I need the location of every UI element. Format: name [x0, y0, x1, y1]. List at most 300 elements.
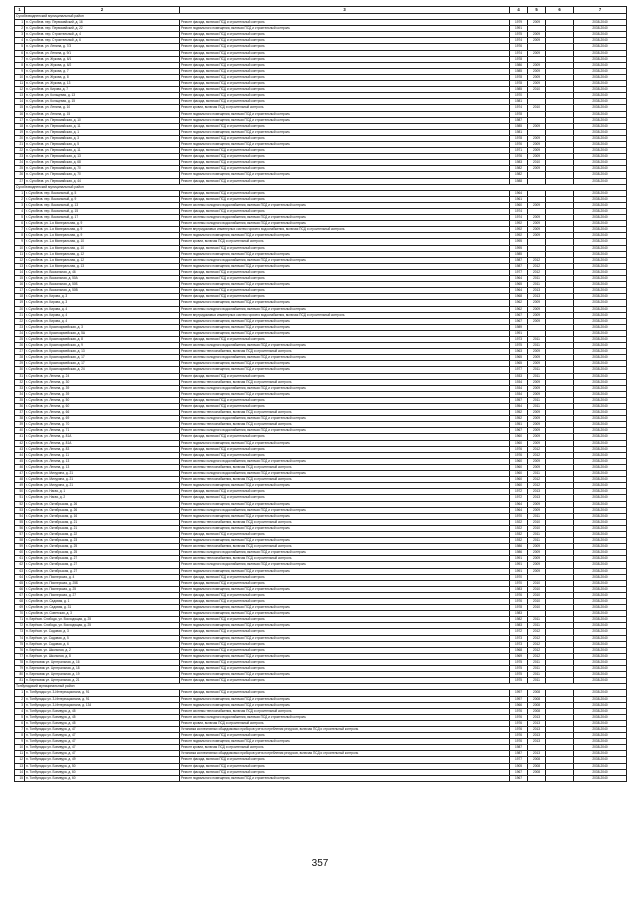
row-number-cell: 33 [15, 385, 25, 391]
year-last-repair-cell: 2009 [528, 221, 546, 227]
planned-period-cell: 2038-2040 [574, 769, 627, 775]
row-number-cell: 35 [15, 397, 25, 403]
year-built-cell: 1983 [510, 611, 528, 617]
planned-period-cell: 2038-2040 [574, 300, 627, 306]
year-built-cell: 1967 [510, 318, 528, 324]
work-type-cell: Ремонт фасада, включая ПСД и строительный контроль [180, 20, 510, 26]
row-number-cell: 53 [15, 507, 25, 513]
address-cell: г. Сухобезв. ул. Ленина, д. 81А [25, 440, 180, 446]
year-built-cell: 1987 [510, 117, 528, 123]
row-number-cell: 51 [15, 495, 25, 501]
planned-period-cell: 2038-2040 [574, 483, 627, 489]
work-type-cell: Ремонт фасада, включая ПСД и строительный контроль [180, 99, 510, 105]
address-cell: г. Сухобезв. ул. Мичурина, д. 21 [25, 477, 180, 483]
year-built-cell: 1987 [510, 257, 528, 263]
planned-period-cell: 2038-2040 [574, 739, 627, 745]
planned-period-cell: 2038-2040 [574, 135, 627, 141]
year-last-repair-cell: 2009 [528, 550, 546, 556]
year-last-repair-cell: 2009 [528, 300, 546, 306]
work-type-cell: Ремонт подвального помещения, включая ПСД и строительный контроль [180, 525, 510, 531]
work-type-cell: Установка коллективных общедомовых приборов учета потребления ресурсов, включая ПСД и строительный контроль [180, 751, 510, 757]
year-last-repair-cell: 2009 [528, 422, 546, 428]
row-number-cell: 71 [15, 617, 25, 623]
row-number-cell: 5 [15, 714, 25, 720]
address-cell: г. Сухобезв. ул. Пионерская, д. 27 [25, 592, 180, 598]
row-number-cell: 8 [15, 733, 25, 739]
planned-period-cell: 2038-2040 [574, 276, 627, 282]
work-type-cell: Ремонт системы холодного водоснабжения, включая ПСД и строительный контроль [180, 306, 510, 312]
work-type-cell: Ремонт фасада, включая ПСД и строительный контроль [180, 56, 510, 62]
address-cell: п. Сухобезв. ул. Жукова, д. 7 [25, 68, 180, 74]
address-cell: г. Сухобезв. ул. Советская, д. 3 [25, 611, 180, 617]
work-type-cell: Ремонт фасада, включая ПСД и строительный контроль [180, 666, 510, 672]
year-built-cell: 1960 [510, 471, 528, 477]
address-cell: г. Сухобезв. ул. 1-я Минеральная, д. 10 [25, 245, 180, 251]
address-cell: п. Сухобезв. ул. Первомайская, д. 68 [25, 160, 180, 166]
planned-period-cell: 2038-2040 [574, 123, 627, 129]
year-built-cell: 1975 [510, 343, 528, 349]
year-last-repair-cell: 2010 [528, 160, 546, 166]
address-cell: г. Сухобезв. ул. 1-я Минеральная, д. 13 [25, 263, 180, 269]
planned-period-cell: 2038-2040 [574, 720, 627, 726]
address-cell: г. Сухобезв. ул. Ленина, д. 83 [25, 446, 180, 452]
row-number-cell: 10 [15, 74, 25, 80]
row-number-cell: 25 [15, 336, 25, 342]
year-last-repair-cell: 2009 [528, 38, 546, 44]
row-number-cell: 37 [15, 410, 25, 416]
work-type-cell: Ремонт подвального помещения, включая ПСД и строительный контроль [180, 233, 510, 239]
work-type-cell: Ремонт фасада, включая ПСД и строительный контроль [180, 50, 510, 56]
year-built-cell: 1992 [510, 233, 528, 239]
year-built-cell: 1970 [510, 580, 528, 586]
year-last-repair-cell: 2011 [528, 282, 546, 288]
address-cell: п. Тонбунадск ул. Бонивура, д. 45 [25, 708, 180, 714]
work-type-cell: Ремонт системы холодного водоснабжения, включая ПСД и строительный контроль [180, 215, 510, 221]
work-type-cell: Ремонт системы холодного водоснабжения, включая ПСД и строительный контроль [180, 458, 510, 464]
work-type-cell: Ремонт подвального помещения, включая ПСД и строительный контроль [180, 26, 510, 32]
work-type-cell: Ремонт подвального помещения, включая ПСД и строительный контроль [180, 568, 510, 574]
row-number-cell: 20 [15, 306, 25, 312]
work-type-cell: Ремонт фасада, включая ПСД и строительный контроль [180, 659, 510, 665]
header-cell: 6 [546, 7, 574, 14]
planned-period-cell: 2038-2040 [574, 599, 627, 605]
work-type-cell: Ремонт подвального помещения, включая ПСД и строительный контроль [180, 361, 510, 367]
row-number-cell: 19 [15, 300, 25, 306]
address-cell: г. Сухобезв. ул. Октябрьская, д. 25 [25, 544, 180, 550]
address-cell: г. Сухобезв. ул. Октябрьская, д. 23 [25, 538, 180, 544]
address-cell: г. Сухобезв. ул. Вокзальная, д. 50А [25, 276, 180, 282]
address-cell: г. Сухобезв. ул. Красноармейская, д. 5А [25, 330, 180, 336]
address-cell: г. Сухобезв. ул. Красноармейская, д. 9 [25, 343, 180, 349]
address-cell: п. Берёзов. ул. Садовая, д. 5 [25, 635, 180, 641]
address-cell: г. Сухобезв. ул. Октябрьская, д. 26 [25, 501, 180, 507]
year-built-cell: 1968 [510, 647, 528, 653]
year-last-repair-cell: 2009 [528, 32, 546, 38]
year-last-repair-cell: 2011 [528, 343, 546, 349]
year-last-repair-cell: 2009 [528, 68, 546, 74]
year-last-repair-cell: 2010 [528, 586, 546, 592]
year-built-cell: 1981 [510, 129, 528, 135]
planned-period-cell: 2038-2040 [574, 586, 627, 592]
address-cell: г. Сухобезв. ул. Ленина, д. 50 [25, 397, 180, 403]
year-last-repair-cell: 2011 [528, 336, 546, 342]
year-built-cell: 1973 [510, 641, 528, 647]
work-type-cell: Ремонт системы холодного водоснабжения, включая ПСД и строительный контроль [180, 355, 510, 361]
row-number-cell: 40 [15, 428, 25, 434]
address-cell: г. Сухобезв. ул. Кирова, д. 3 [25, 300, 180, 306]
planned-period-cell: 2038-2040 [574, 404, 627, 410]
year-last-repair-cell: 2009 [528, 434, 546, 440]
row-number-cell: 7 [15, 726, 25, 732]
row-number-cell: 24 [15, 160, 25, 166]
planned-period-cell: 2038-2040 [574, 111, 627, 117]
address-cell: г. Сухобезв. ул. 1-я Минеральная, д. 12 [25, 251, 180, 257]
planned-period-cell: 2038-2040 [574, 324, 627, 330]
row-number-cell: 32 [15, 379, 25, 385]
year-last-repair-cell: 2009 [528, 428, 546, 434]
address-cell: п. Тонбунадск ул. Бонивура, д. 49 [25, 757, 180, 763]
address-cell: г. Сухобезв. ул. 1-я Минеральная, д. 10 [25, 239, 180, 245]
planned-period-cell: 2038-2040 [574, 397, 627, 403]
row-number-cell: 41 [15, 434, 25, 440]
year-built-cell: 1986 [510, 550, 528, 556]
year-last-repair-cell: 2009 [528, 361, 546, 367]
work-type-cell: Ремонт системы теплоснабжения, включая ПСД и строительный контроль [180, 519, 510, 525]
planned-period-cell: 2038-2040 [574, 56, 627, 62]
work-type-cell: Ремонт фасада, включая ПСД и строительный контроль [180, 678, 510, 684]
work-type-cell: Ремонт фасада, включая ПСД и строительный контроль [180, 574, 510, 580]
work-type-cell: Ремонт фасада, включая ПСД и строительный контроль [180, 74, 510, 80]
work-type-cell: Ремонт подвального помещения, включая ПСД и строительный контроль [180, 172, 510, 178]
work-type-cell: Ремонт подвального помещения, включая ПСД и строительный контроль [180, 141, 510, 147]
work-type-cell: Ремонт подвального помещения, включая ПСД и строительный контроль [180, 391, 510, 397]
row-number-cell: 67 [15, 592, 25, 598]
year-last-repair-cell: 2009 [528, 141, 546, 147]
address-cell: п. Сухобезв. ул. Первомайская, д. 3 [25, 135, 180, 141]
address-cell: г. Сухобезв. ул. Вокзальная, д. 50Б [25, 282, 180, 288]
planned-period-cell: 2038-2040 [574, 32, 627, 38]
planned-period-cell: 2038-2040 [574, 501, 627, 507]
planned-period-cell: 2038-2040 [574, 62, 627, 68]
planned-period-cell: 2038-2040 [574, 263, 627, 269]
planned-period-cell: 2038-2040 [574, 44, 627, 50]
row-number-cell: 3 [15, 702, 25, 708]
work-type-cell: Ремонт подвального помещения, включая ПСД и строительный контроль [180, 263, 510, 269]
year-last-repair-cell: 2011 [528, 397, 546, 403]
planned-period-cell: 2038-2040 [574, 757, 627, 763]
planned-period-cell: 2038-2040 [574, 666, 627, 672]
header-cell: 4 [510, 7, 528, 14]
address-cell: г. Сухобезв. ул. Ленина, д. 13 [25, 464, 180, 470]
year-built-cell: 1972 [510, 629, 528, 635]
row-number-cell: 48 [15, 477, 25, 483]
address-cell: г. Сухобезв. ул. Пионерская, д. 25 [25, 586, 180, 592]
year-built-cell: 1960 [510, 440, 528, 446]
planned-period-cell: 2038-2040 [574, 355, 627, 361]
work-type-cell: Ремонт фасада, включая ПСД и строительный контроль [180, 288, 510, 294]
row-number-cell: 4 [15, 38, 25, 44]
planned-period-cell: 2038-2040 [574, 294, 627, 300]
row-number-cell: 15 [15, 276, 25, 282]
planned-period-cell: 2038-2040 [574, 20, 627, 26]
row-number-cell: 2 [15, 26, 25, 32]
year-built-cell: 1983 [510, 623, 528, 629]
work-type-cell: Ремонт фасада, включая ПСД и строительный контроль [180, 148, 510, 154]
row-number-cell: 9 [15, 239, 25, 245]
row-number-cell: 4 [15, 708, 25, 714]
address-cell: п. Берёзов. ул. Школьная, д. 8 [25, 653, 180, 659]
work-type-cell: Ремонт фасада, включая ПСД и строительный контроль [180, 209, 510, 215]
row-number-cell: 1 [15, 20, 25, 26]
year-last-repair-cell: 2009 [528, 312, 546, 318]
work-type-cell: Ремонт фасада, включая ПСД и строительный контроль [180, 196, 510, 202]
year-built-cell: 1960 [510, 434, 528, 440]
work-type-cell: Ремонт подвального помещения, включая ПСД и строительный контроль [180, 586, 510, 592]
work-type-cell: Ремонт системы теплоснабжения, включая ПСД и строительный контроль [180, 556, 510, 562]
row-number-cell: 31 [15, 373, 25, 379]
address-cell: г. Сухобезв. пер. Вокзальный, д. 13 [25, 202, 180, 208]
planned-period-cell: 2038-2040 [574, 592, 627, 598]
address-cell: г. Сухобезв. ул. Ленина, д. 81А [25, 434, 180, 440]
address-cell: п. Березовик ул. Центральная, д. 21 [25, 678, 180, 684]
address-cell: п. Березовик ул. Центральная, д. 18 [25, 666, 180, 672]
year-built-cell: 1960 [510, 483, 528, 489]
year-built-cell: 1975 [510, 678, 528, 684]
year-last-repair-cell: 2011 [528, 367, 546, 373]
year-last-repair-cell: 2009 [528, 227, 546, 233]
address-cell: п. Тонбунадск ул. Бонивура, д. 50 [25, 763, 180, 769]
address-cell: п. Сухобезв. ул. Жукова, д. 6/1 [25, 56, 180, 62]
year-built-cell: 1951 [510, 422, 528, 428]
work-type-cell: Ремонт фасада, включая ПСД и строительный контроль [180, 617, 510, 623]
work-type-cell: Ремонт подвального помещения, включая ПСД и строительный контроль [180, 440, 510, 446]
year-last-repair-cell: 2012 [528, 269, 546, 275]
year-built-cell: 1991 [510, 562, 528, 568]
address-cell: г. Сухобезв. ул. 1-я Минеральная, д. 9 [25, 227, 180, 233]
work-type-cell: Ремонт фасада, включая ПСД и строительный контроль [180, 641, 510, 647]
planned-period-cell: 2038-2040 [574, 763, 627, 769]
work-type-cell: Ремонт кровли, включая ПСД и строительный контроль [180, 745, 510, 751]
planned-period-cell: 2038-2040 [574, 714, 627, 720]
table-row [15, 775, 627, 781]
work-type-cell: Ремонт системы холодного водоснабжения, включая ПСД и строительный контроль [180, 385, 510, 391]
address-cell: г. Сухобезв. ул. Ленина, д. 69 [25, 416, 180, 422]
planned-period-cell: 2038-2040 [574, 361, 627, 367]
work-type-cell: Ремонт фасада, включая ПСД и строительный контроль [180, 93, 510, 99]
year-built-cell: 1964 [510, 501, 528, 507]
year-built-cell: 1975 [510, 32, 528, 38]
year-last-repair-cell: 2012 [528, 263, 546, 269]
year-last-repair-cell: 2012 [528, 477, 546, 483]
address-cell: п. Сухобезв. пер. Строительный, д. 4 [25, 32, 180, 38]
year-built-cell: 1954 [510, 404, 528, 410]
year-built-cell: 1976 [510, 44, 528, 50]
year-last-repair-cell: 2009 [528, 458, 546, 464]
year-built-cell: 1987 [510, 745, 528, 751]
row-number-cell: 54 [15, 513, 25, 519]
header-cell: 3 [180, 7, 510, 14]
work-type-cell: Ремонт фасада, включая ПСД и строительный контроль [180, 489, 510, 495]
planned-period-cell: 2038-2040 [574, 160, 627, 166]
row-number-cell: 30 [15, 367, 25, 373]
planned-period-cell: 2038-2040 [574, 647, 627, 653]
year-last-repair-cell [528, 775, 546, 781]
address-cell: п. Тонбунадск ул. Бонивура, д. 47 [25, 733, 180, 739]
year-last-repair-cell: 2010 [528, 87, 546, 93]
address-cell: г. Сухобезв. ул. Октябрьская, д. 21 [25, 519, 180, 525]
year-last-repair-cell: 2008 [528, 763, 546, 769]
planned-period-cell: 2038-2040 [574, 708, 627, 714]
row-number-cell: 2 [15, 196, 25, 202]
planned-period-cell: 2038-2040 [574, 428, 627, 434]
year-built-cell: 1970 [510, 574, 528, 580]
address-cell: г. Сухобезв. ул. Нагая, д. 2 [25, 495, 180, 501]
year-built-cell: 1976 [510, 592, 528, 598]
address-cell: г. Сухобезв. ул. Красноармейская, д. 3 [25, 324, 180, 330]
year-built-cell: 1985 [510, 87, 528, 93]
address-cell: г. Сухобезв. ул. Красноармейская, д. 8 [25, 336, 180, 342]
address-cell: г. Сухобезв. ул. Октябрьская, д. 27 [25, 568, 180, 574]
row-number-cell: 49 [15, 483, 25, 489]
work-type-cell: Ремонт фасада, включая ПСД и строительный контроль [180, 452, 510, 458]
planned-period-cell: 2038-2040 [574, 538, 627, 544]
year-built-cell: 1976 [510, 154, 528, 160]
year-last-repair-cell: 2012 [528, 635, 546, 641]
year-built-cell: 1985 [510, 251, 528, 257]
row-number-cell: 17 [15, 117, 25, 123]
year-built-cell: 1986 [510, 62, 528, 68]
year-built-cell: 1981 [510, 99, 528, 105]
address-cell: г. Сухобезв. ул. Мичурина, д. 21 [25, 483, 180, 489]
address-cell: г. Сухобезв. ул. Октябрьская, д. 25 [25, 550, 180, 556]
year-last-repair-cell: 2009 [528, 318, 546, 324]
address-cell: п. Сухобезв. ул. Жукова, д. 6/2 [25, 62, 180, 68]
register-page [14, 6, 626, 782]
work-type-cell: Ремонт подвального помещения, включая ПСД и строительный контроль [180, 282, 510, 288]
work-type-cell: Ремонт подвального помещения, включая ПСД и строительный контроль [180, 367, 510, 373]
row-number-cell: 50 [15, 489, 25, 495]
row-number-cell: 46 [15, 464, 25, 470]
address-cell: г. Сухобезв. пер. Вокзальный, д. 5 [25, 190, 180, 196]
year-built-cell: 1975 [510, 659, 528, 665]
row-number-cell: 11 [15, 251, 25, 257]
work-type-cell: Ремонт фасада, включая ПСД и строительный контроль [180, 44, 510, 50]
planned-period-cell: 2038-2040 [574, 623, 627, 629]
row-number-cell: 70 [15, 611, 25, 617]
work-type-cell: Ремонт подвального помещения, включая ПСД и строительный контроль [180, 324, 510, 330]
address-cell: г. Сухобезв. ул. Вокзальная, д. 46 [25, 269, 180, 275]
year-last-repair-cell: 2011 [528, 538, 546, 544]
planned-period-cell: 2038-2040 [574, 318, 627, 324]
address-cell: г. Сухобезв. ул. Красноармейская, д. 17 [25, 355, 180, 361]
row-number-cell: 7 [15, 227, 25, 233]
year-last-repair-cell: 2011 [528, 513, 546, 519]
work-type-cell: Ремонт подвального помещения, включая ПСД и строительный контроль [180, 513, 510, 519]
planned-period-cell: 2038-2040 [574, 580, 627, 586]
work-type-cell: Ремонт фасада, включая ПСД и строительный контроль [180, 769, 510, 775]
year-last-repair-cell: 2013 [528, 720, 546, 726]
address-cell: г. Сухобезв. ул. Пионерская, д. 25Б [25, 580, 180, 586]
planned-period-cell: 2038-2040 [574, 202, 627, 208]
table-body [15, 7, 627, 782]
address-cell: п. Тонбунадск ул. Бонивура, д. 60 [25, 769, 180, 775]
work-type-cell: Ремонт фасада, включая ПСД и строительный контроль [180, 446, 510, 452]
row-number-cell: 14 [15, 99, 25, 105]
year-last-repair-cell: 2009 [528, 355, 546, 361]
row-number-cell: 77 [15, 653, 25, 659]
planned-period-cell: 2038-2040 [574, 215, 627, 221]
row-number-cell: 16 [15, 282, 25, 288]
row-number-cell: 57 [15, 531, 25, 537]
work-type-cell: Ремонт фасада, включая ПСД и строительный контроль [180, 166, 510, 172]
year-built-cell: 1978 [510, 605, 528, 611]
year-last-repair-cell: 2012 [528, 446, 546, 452]
planned-period-cell: 2038-2040 [574, 99, 627, 105]
planned-period-cell: 2038-2040 [574, 306, 627, 312]
year-built-cell: 1983 [510, 586, 528, 592]
planned-period-cell: 2038-2040 [574, 172, 627, 178]
address-cell: г. Сухобезв. ул. Красноармейская, д. 17 [25, 361, 180, 367]
planned-period-cell: 2038-2040 [574, 190, 627, 196]
address-cell: г. Сухобезв. пер. Вокзальный, д. 15 [25, 209, 180, 215]
planned-period-cell: 2038-2040 [574, 81, 627, 87]
year-built-cell: 1974 [510, 50, 528, 56]
planned-period-cell: 2038-2040 [574, 556, 627, 562]
row-number-cell: 75 [15, 641, 25, 647]
planned-period-cell: 2038-2040 [574, 209, 627, 215]
planned-period-cell: 2038-2040 [574, 141, 627, 147]
planned-period-cell: 2038-2040 [574, 574, 627, 580]
address-cell: п. Берёзов. Слобода, ул. Восходящая, д. 25 [25, 623, 180, 629]
row-number-cell: 60 [15, 550, 25, 556]
row-number-cell: 45 [15, 458, 25, 464]
year-built-cell: 1970 [510, 513, 528, 519]
planned-period-cell: 2038-2040 [574, 416, 627, 422]
year-built-cell: 1977 [510, 269, 528, 275]
row-number-cell: 5 [15, 215, 25, 221]
row-number-cell: 6 [15, 221, 25, 227]
year-last-repair-cell: 2011 [528, 672, 546, 678]
section-title: Тонбунадский муниципальный район [15, 684, 627, 690]
planned-period-cell: 2038-2040 [574, 434, 627, 440]
address-cell: г. Сухобезв. ул. Ленина, д. 60 [25, 404, 180, 410]
year-built-cell: 1957 [510, 397, 528, 403]
year-last-repair-cell: 2011 [528, 659, 546, 665]
work-type-cell: Ремонт подвального помещения, включая ПСД и строительный контроль [180, 739, 510, 745]
row-number-cell: 78 [15, 659, 25, 665]
row-number-cell: 56 [15, 525, 25, 531]
planned-period-cell: 2038-2040 [574, 751, 627, 757]
address-cell: п. Сухобезв. ул. Кольцевая, д. 15 [25, 99, 180, 105]
year-built-cell: 1992 [510, 221, 528, 227]
row-number-cell: 27 [15, 178, 25, 184]
planned-period-cell: 2038-2040 [574, 38, 627, 44]
year-last-repair-cell: 2009 [528, 233, 546, 239]
work-type-cell: Ремонт подвального помещения, включая ПСД и строительный контроль [180, 538, 510, 544]
year-last-repair-cell: 2009 [528, 568, 546, 574]
year-built-cell: 1965 [510, 282, 528, 288]
address-cell: п. Берёзов. Слобода, ул. Восходящая, д. 25 [25, 617, 180, 623]
address-cell: г. Сухобезв. пер. Вокзальный, д. 9 [25, 196, 180, 202]
planned-period-cell: 2038-2040 [574, 282, 627, 288]
address-cell: г. Сухобезв. ул. Октябрьская, д. 26 [25, 507, 180, 513]
address-cell: п. Сухобезв. ул. Ленина, д. 9/1 [25, 50, 180, 56]
work-type-cell: Ремонт подвального помещения, включая ПСД и строительный контроль [180, 653, 510, 659]
planned-period-cell: 2038-2040 [574, 391, 627, 397]
address-cell: п. Сухобезв. ул. Кирова, д. 7 [25, 87, 180, 93]
address-cell: г. Сухобезв. ул. Октябрьская, д. 27 [25, 556, 180, 562]
address-cell: г. Сухобезв. ул. Ленина, д. 11 [25, 452, 180, 458]
